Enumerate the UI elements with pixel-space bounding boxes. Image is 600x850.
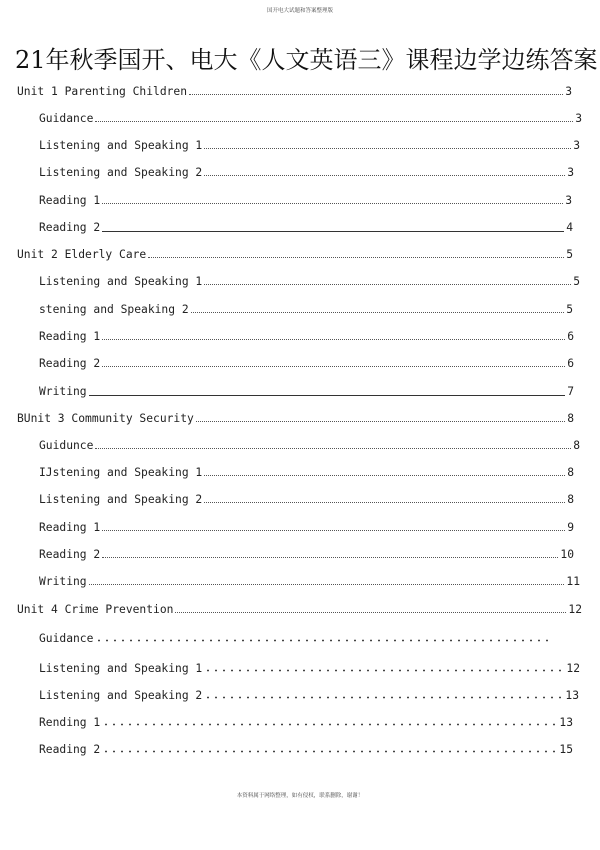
toc-entry-title: Reading 1 <box>39 330 101 343</box>
toc-entry <box>39 300 573 316</box>
toc-page-number: 3 <box>573 139 580 152</box>
toc-leader <box>191 312 565 313</box>
toc-entry-title: Reading 2 <box>39 357 101 370</box>
toc-entry-title: Reading 2 <box>39 548 101 561</box>
toc-entry <box>39 713 573 729</box>
toc-page-number: 12 <box>568 603 582 616</box>
toc-page-number: 4 <box>566 221 573 234</box>
toc-entry <box>39 659 580 675</box>
toc-entry <box>39 327 574 343</box>
toc-leader <box>102 723 557 726</box>
toc-leader <box>204 696 563 699</box>
page-header: 国开电大试题和答案整理版 <box>266 8 333 14</box>
toc-entry-title: Listening and Speaking 2 <box>39 493 203 506</box>
toc-page-number: 3 <box>565 85 572 98</box>
toc-entry-title: Listening and Speaking 2 <box>39 166 203 179</box>
toc-leader <box>204 284 571 285</box>
toc-entry <box>39 629 555 645</box>
toc-entry <box>39 272 580 288</box>
toc-leader <box>95 121 573 122</box>
toc-entry <box>39 218 573 234</box>
toc-leader <box>89 584 565 585</box>
toc-page-number: 5 <box>566 248 573 261</box>
toc-entry <box>39 490 574 506</box>
toc-entry-title: Listening and Speaking 1 <box>39 139 203 152</box>
toc-entry <box>39 136 580 152</box>
toc-entry-title: Reading 2 <box>39 743 101 756</box>
toc-entry-title: Reading 1 <box>39 521 101 534</box>
toc-page-number: 15 <box>559 743 573 756</box>
toc-entry <box>39 163 574 179</box>
toc-leader <box>95 639 553 642</box>
toc-entry <box>39 572 580 588</box>
toc-page-number: 6 <box>567 330 574 343</box>
toc-page-number: 11 <box>566 575 580 588</box>
toc-entry-title: Listening and Speaking 1 <box>39 275 203 288</box>
toc-entry-title: Listening and Speaking 1 <box>39 662 203 675</box>
toc-page-number: 9 <box>567 521 574 534</box>
toc-page-number: 13 <box>565 689 579 702</box>
toc-entry <box>17 600 582 616</box>
toc-entry <box>39 382 574 398</box>
toc-leader <box>95 448 571 449</box>
toc-page-number: 8 <box>573 439 580 452</box>
toc-leader <box>204 148 571 149</box>
toc-entry-title: Writing <box>39 575 87 588</box>
document-title: 21年秋季国开、电大《人文英语三》课程边学边练答案 <box>15 46 598 74</box>
toc-entry-title: Reading 2 <box>39 221 101 234</box>
page-footer: 本资料属于网络整理，如有侵权，联系删除，谢谢！ <box>236 793 364 799</box>
toc-page-number: 7 <box>567 385 574 398</box>
toc-page-number: 12 <box>566 662 580 675</box>
toc-leader <box>204 475 565 476</box>
toc-leader <box>204 175 565 176</box>
toc-leader <box>148 257 564 258</box>
toc-entry-title: Reading 1 <box>39 194 101 207</box>
toc-entry-title: Rending 1 <box>39 716 101 729</box>
toc-page-number: 8 <box>567 466 574 479</box>
toc-entry-title: Unit 1 Parenting Children <box>17 85 188 98</box>
toc-leader <box>204 502 565 503</box>
toc-leader <box>102 203 563 204</box>
toc-entry <box>39 191 572 207</box>
toc-leader <box>175 612 566 613</box>
toc-entry-title: Unit 2 Elderly Care <box>17 248 147 261</box>
toc-page-number: 8 <box>567 412 574 425</box>
toc-leader <box>102 366 565 367</box>
toc-entry <box>39 686 579 702</box>
toc-entry <box>39 545 574 561</box>
toc-entry <box>17 245 573 261</box>
toc-entry-title: Guidance <box>39 112 94 125</box>
toc-page-number: 8 <box>567 493 574 506</box>
toc-entry-title: Unit 4 Crime Prevention <box>17 603 174 616</box>
toc-entry <box>39 436 580 452</box>
toc-entry-title: Guidunce <box>39 439 94 452</box>
toc-page-number: 10 <box>560 548 574 561</box>
toc-page-number: 5 <box>573 275 580 288</box>
toc-entry-title: Writing <box>39 385 87 398</box>
toc-page-number: 3 <box>565 194 572 207</box>
toc-entry-title: stening and Speaking 2 <box>39 303 189 316</box>
toc-entry <box>39 518 574 534</box>
toc-page-number: 3 <box>575 112 582 125</box>
toc-page-number: 13 <box>559 716 573 729</box>
toc-leader <box>102 530 565 531</box>
toc-entry <box>39 740 573 756</box>
toc-leader <box>89 395 566 396</box>
toc-leader <box>102 231 564 232</box>
toc-entry <box>39 109 582 125</box>
toc-leader <box>196 421 565 422</box>
toc-entry-title: BUnit 3 Community Security <box>17 412 194 425</box>
toc-entry-title: Guidance <box>39 632 94 645</box>
toc-entry-title: Listening and Speaking 2 <box>39 689 203 702</box>
toc-leader <box>102 750 557 753</box>
toc-entry <box>17 409 574 425</box>
toc-page-number: 6 <box>567 357 574 370</box>
toc-entry <box>17 82 572 98</box>
toc-leader <box>204 669 564 672</box>
toc-leader <box>102 339 565 340</box>
toc-page-number: 5 <box>566 303 573 316</box>
toc-entry <box>39 463 574 479</box>
toc-page-number: 3 <box>567 166 574 179</box>
toc-entry-title: IJstening and Speaking 1 <box>39 466 203 479</box>
toc-leader <box>189 94 563 95</box>
toc-entry <box>39 354 574 370</box>
toc-leader <box>102 557 558 558</box>
